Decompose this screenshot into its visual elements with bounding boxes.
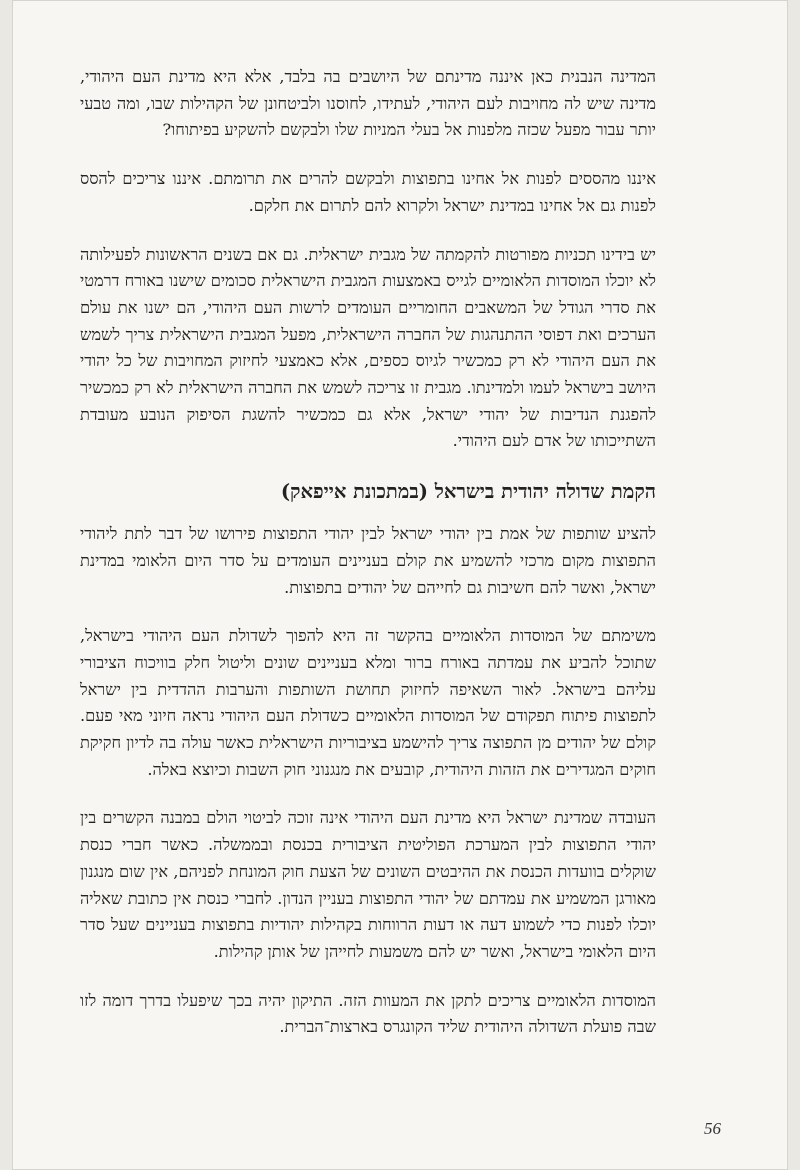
paragraph-2: איננו מהססים לפנות אל אחינו בתפוצות ולבקשם להרים את תרומתם. איננו צריכים להסס לפנות גם אל אחינו במדינת ישראל ולקרוא להם לתרום את חלקם. [80, 169, 656, 215]
paragraph-4: להציע שותפות של אמת בין יהודי ישראל לבין יהודי התפוצות פירושו של דבר לתת ליהודי התפוצות מקום מרכזי להשמיע את קולם בעניינים העומדים על סדר היום הלאומי במדינת ישראל, ואשר להם חשיבות גם לחייהם של יהודים בתפוצות. [80, 524, 656, 597]
paragraph-7: המוסדות הלאומיים צריכים לתקן את המעוות הזה. התיקון יהיה בכך שיפעלו בדרך דומה לזו שבה פועלת השדולה היהודית שליד הקונגרס בארצות־הברית. [80, 990, 656, 1037]
document-page [12, 0, 788, 1170]
page-number: 56 [704, 1119, 721, 1138]
paragraph-5: משימתם של המוסדות הלאומיים בהקשר זה היא להפוך לשדולת העם היהודי בישראל, שתוכל להביע את עמדתה באורח ברור ומלא בעניינים שונים וליטול חלק בוויכוח הציבורי עליהם בישראל. לאור השאיפה לחיזוק תחושת השותפות והערבות ההדדית בין ישראל לתפוצות פיתוח תפקודם של המוסדות הלאומיים כשדולת העם היהודי נראה חיוני מאי פעם. קולם של יהודים מן התפוצה צריך להישמע בציבוריות הישראלית כאשר עולה בה לדיון חקיקת חוקים המגדירים את הזהות היהודית, קובעים את מנגנוני חוק השבות וכיוצא באלה. [80, 626, 656, 779]
paragraph-6: העובדה שמדינת ישראל היא מדינת העם היהודי אינה זוכה לביטוי הולם במבנה הקשרים בין יהודי התפוצות לבין המערכת הפוליטית הציבורית בכנסת ובממשלה. כאשר חברי כנסת שוקלים בוועדות הכנסת את ההיבטים השונים של הצעת חוק המונחת לפניהם, אין שום מנגנון מאורגן המשמיע את עמדתם של יהודי התפוצות בעניין הנדון. לחברי כנסת אין כתובת שאליה יוכלו לפנות כדי לשמוע דעה או דעות הרווחות בקהילות יהודיות בתפוצות בעניינים שעל סדר היום הלאומי בישראל, ואשר יש להם משמעות לחייהן של אותן קהילות. [80, 808, 656, 961]
paragraph-1: המדינה הנבנית כאן איננה מדינתם של היושבים בה בלבד, אלא היא מדינת העם היהודי, מדינה שיש לה מחויבות לעם היהודי, לעתידו, לחוסנו ולביטחונן של הקהילות שבו, ומה טבעי יותר עבור מפעל שכזה מלפנות אל בעלי המניות שלו ולבקשם להשקיע בפיתוחו? [80, 67, 656, 140]
text-column [80, 64, 656, 1063]
section-heading: הקמת שדולה יהודית בישראל (במתכונת אייפאק) [280, 480, 656, 504]
paragraph-3: יש בידינו תכניות מפורטות להקמתה של מגבית ישראלית. גם אם בשנים הראשונות לפעילותה לא יוכלו המוסדות הלאומיים לגייס באמצעות המגבית הישראלית סכומים שישנו באורח דרמטי את סדרי הגודל של המשאבים החומריים העומדים לרשות העם היהודי, הם ישנו את עולם הערכים ואת דפוסי ההתנהגות של החברה הישראלית, מפעל המגבית הישראלית צריך לשמש את העם היהודי לא רק כמכשיר לגיוס כספים, אלא כאמצעי לחיזוק המחויבות של כל יהודי היושב בישראל לעמו ולמדינתו. מגבית זו צריכה לשמש את החברה הישראלית לא רק כמכשיר להפגנת הנדיבות של יהודי ישראל, אלא גם כמכשיר להשגת הסיפוק הנובע מעובדת השתייכותו של אדם לעם היהודי. [80, 244, 656, 451]
